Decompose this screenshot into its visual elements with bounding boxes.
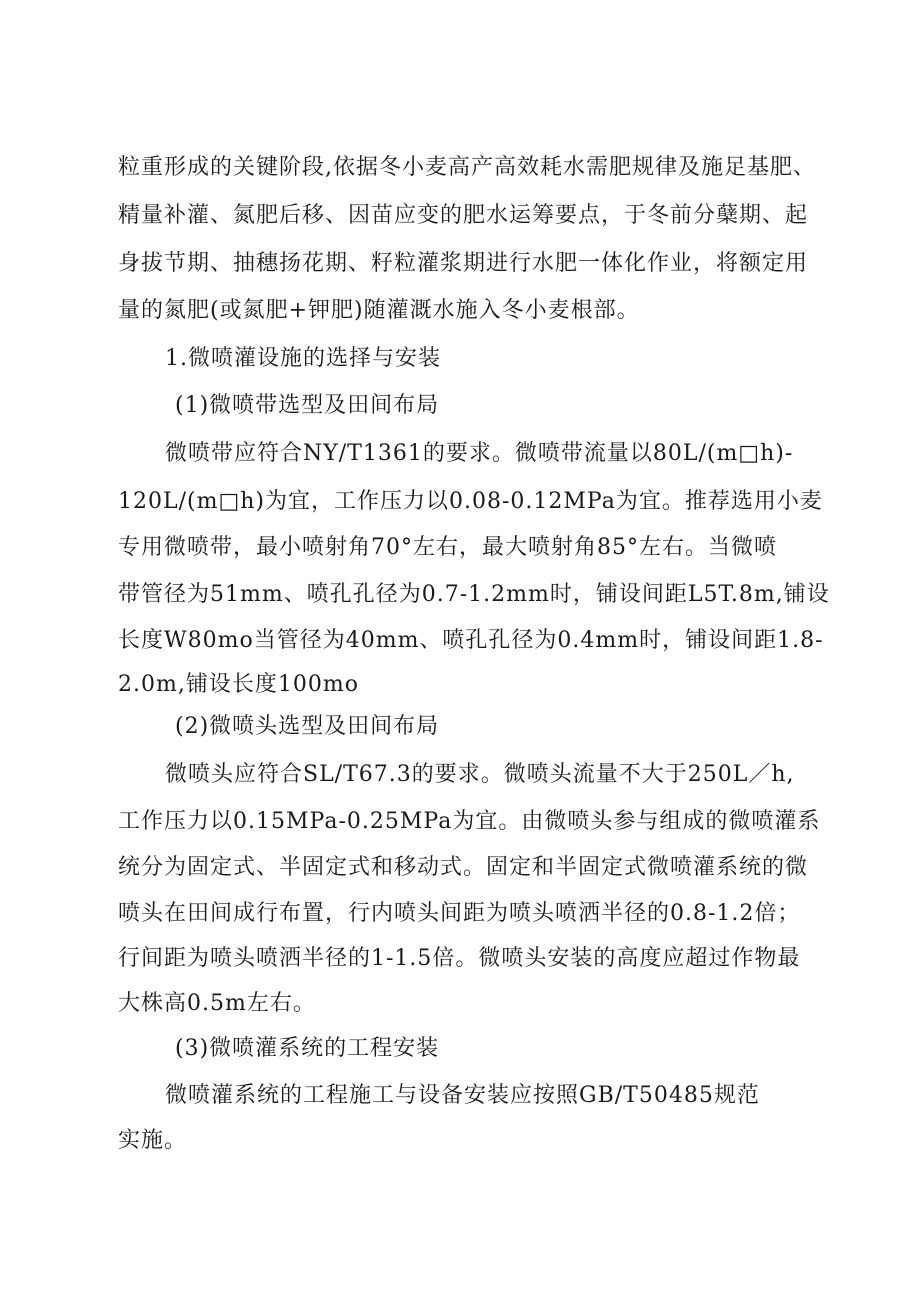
intro-line-1: 粒重形成的关键阶段,依据冬小麦高产高效耗水需肥规律及施足基肥、	[118, 155, 816, 180]
intro-line-4: 量的氮肥(或氮肥+钾肥)随灌溉水施入冬小麦根部。	[118, 298, 640, 323]
intro-line-2: 精量补灌、氮肥后移、因苗应变的肥水运筹要点，于冬前分蘖期、起	[118, 203, 809, 228]
subsection-heading-3: (3)微喷灌系统的工程安装	[175, 1036, 440, 1061]
sub1-line-2: 120L/(m□h)为宜，工作压力以0.08-0.12MPa为宜。推荐选用小麦	[118, 489, 823, 514]
sub2-line-2: 工作压力以0.15MPa-0.25MPa为宜。由微喷头参与组成的微喷灌系	[118, 809, 821, 834]
sub3-line-2: 实施。	[118, 1128, 188, 1153]
intro-line-3: 身拔节期、抽穗扬花期、籽粒灌浆期进行水肥一体化作业，将额定用	[118, 251, 809, 276]
sub2-line-3: 统分为固定式、半固定式和移动式。固定和半固定式微喷灌系统的微	[118, 855, 809, 880]
sub2-line-5: 行间距为喷头喷洒半径的1-1.5倍。微喷头安装的高度应超过作物最	[118, 946, 801, 971]
sub1-line-4: 带管径为51mm、喷孔孔径为0.7-1.2mm时，铺设间距L5T.8m,铺设	[118, 582, 830, 607]
section-heading: 1.微喷灌设施的选择与安装	[165, 346, 441, 371]
sub1-line-1: 微喷带应符合NY/T1361的要求。微喷带流量以80L/(m□h)-	[165, 441, 794, 466]
sub2-line-4: 喷头在田间成行布置，行内喷头间距为喷头喷洒半径的0.8-1.2倍；	[118, 901, 801, 926]
subsection-heading-1: (1)微喷带选型及田间布局	[175, 393, 440, 418]
sub1-line-5: 长度W80mo当管径为40mm、喷孔孔径为0.4mm时，铺设间距1.8-	[118, 628, 824, 653]
sub2-line-1: 微喷头应符合SL/T67.3的要求。微喷头流量不大于250L／h,	[165, 762, 795, 787]
sub1-line-3: 专用微喷带，最小喷射角70°左右，最大喷射角85°左右。当微喷	[118, 535, 777, 560]
sub1-line-6: 2.0m,铺设长度100mo	[118, 672, 359, 697]
subsection-heading-2: (2)微喷头选型及田间布局	[175, 714, 440, 739]
sub3-line-1: 微喷灌系统的工程施工与设备安装应按照GB/T50485规范	[165, 1083, 760, 1108]
sub2-line-6: 大株高0.5m左右。	[118, 991, 316, 1016]
